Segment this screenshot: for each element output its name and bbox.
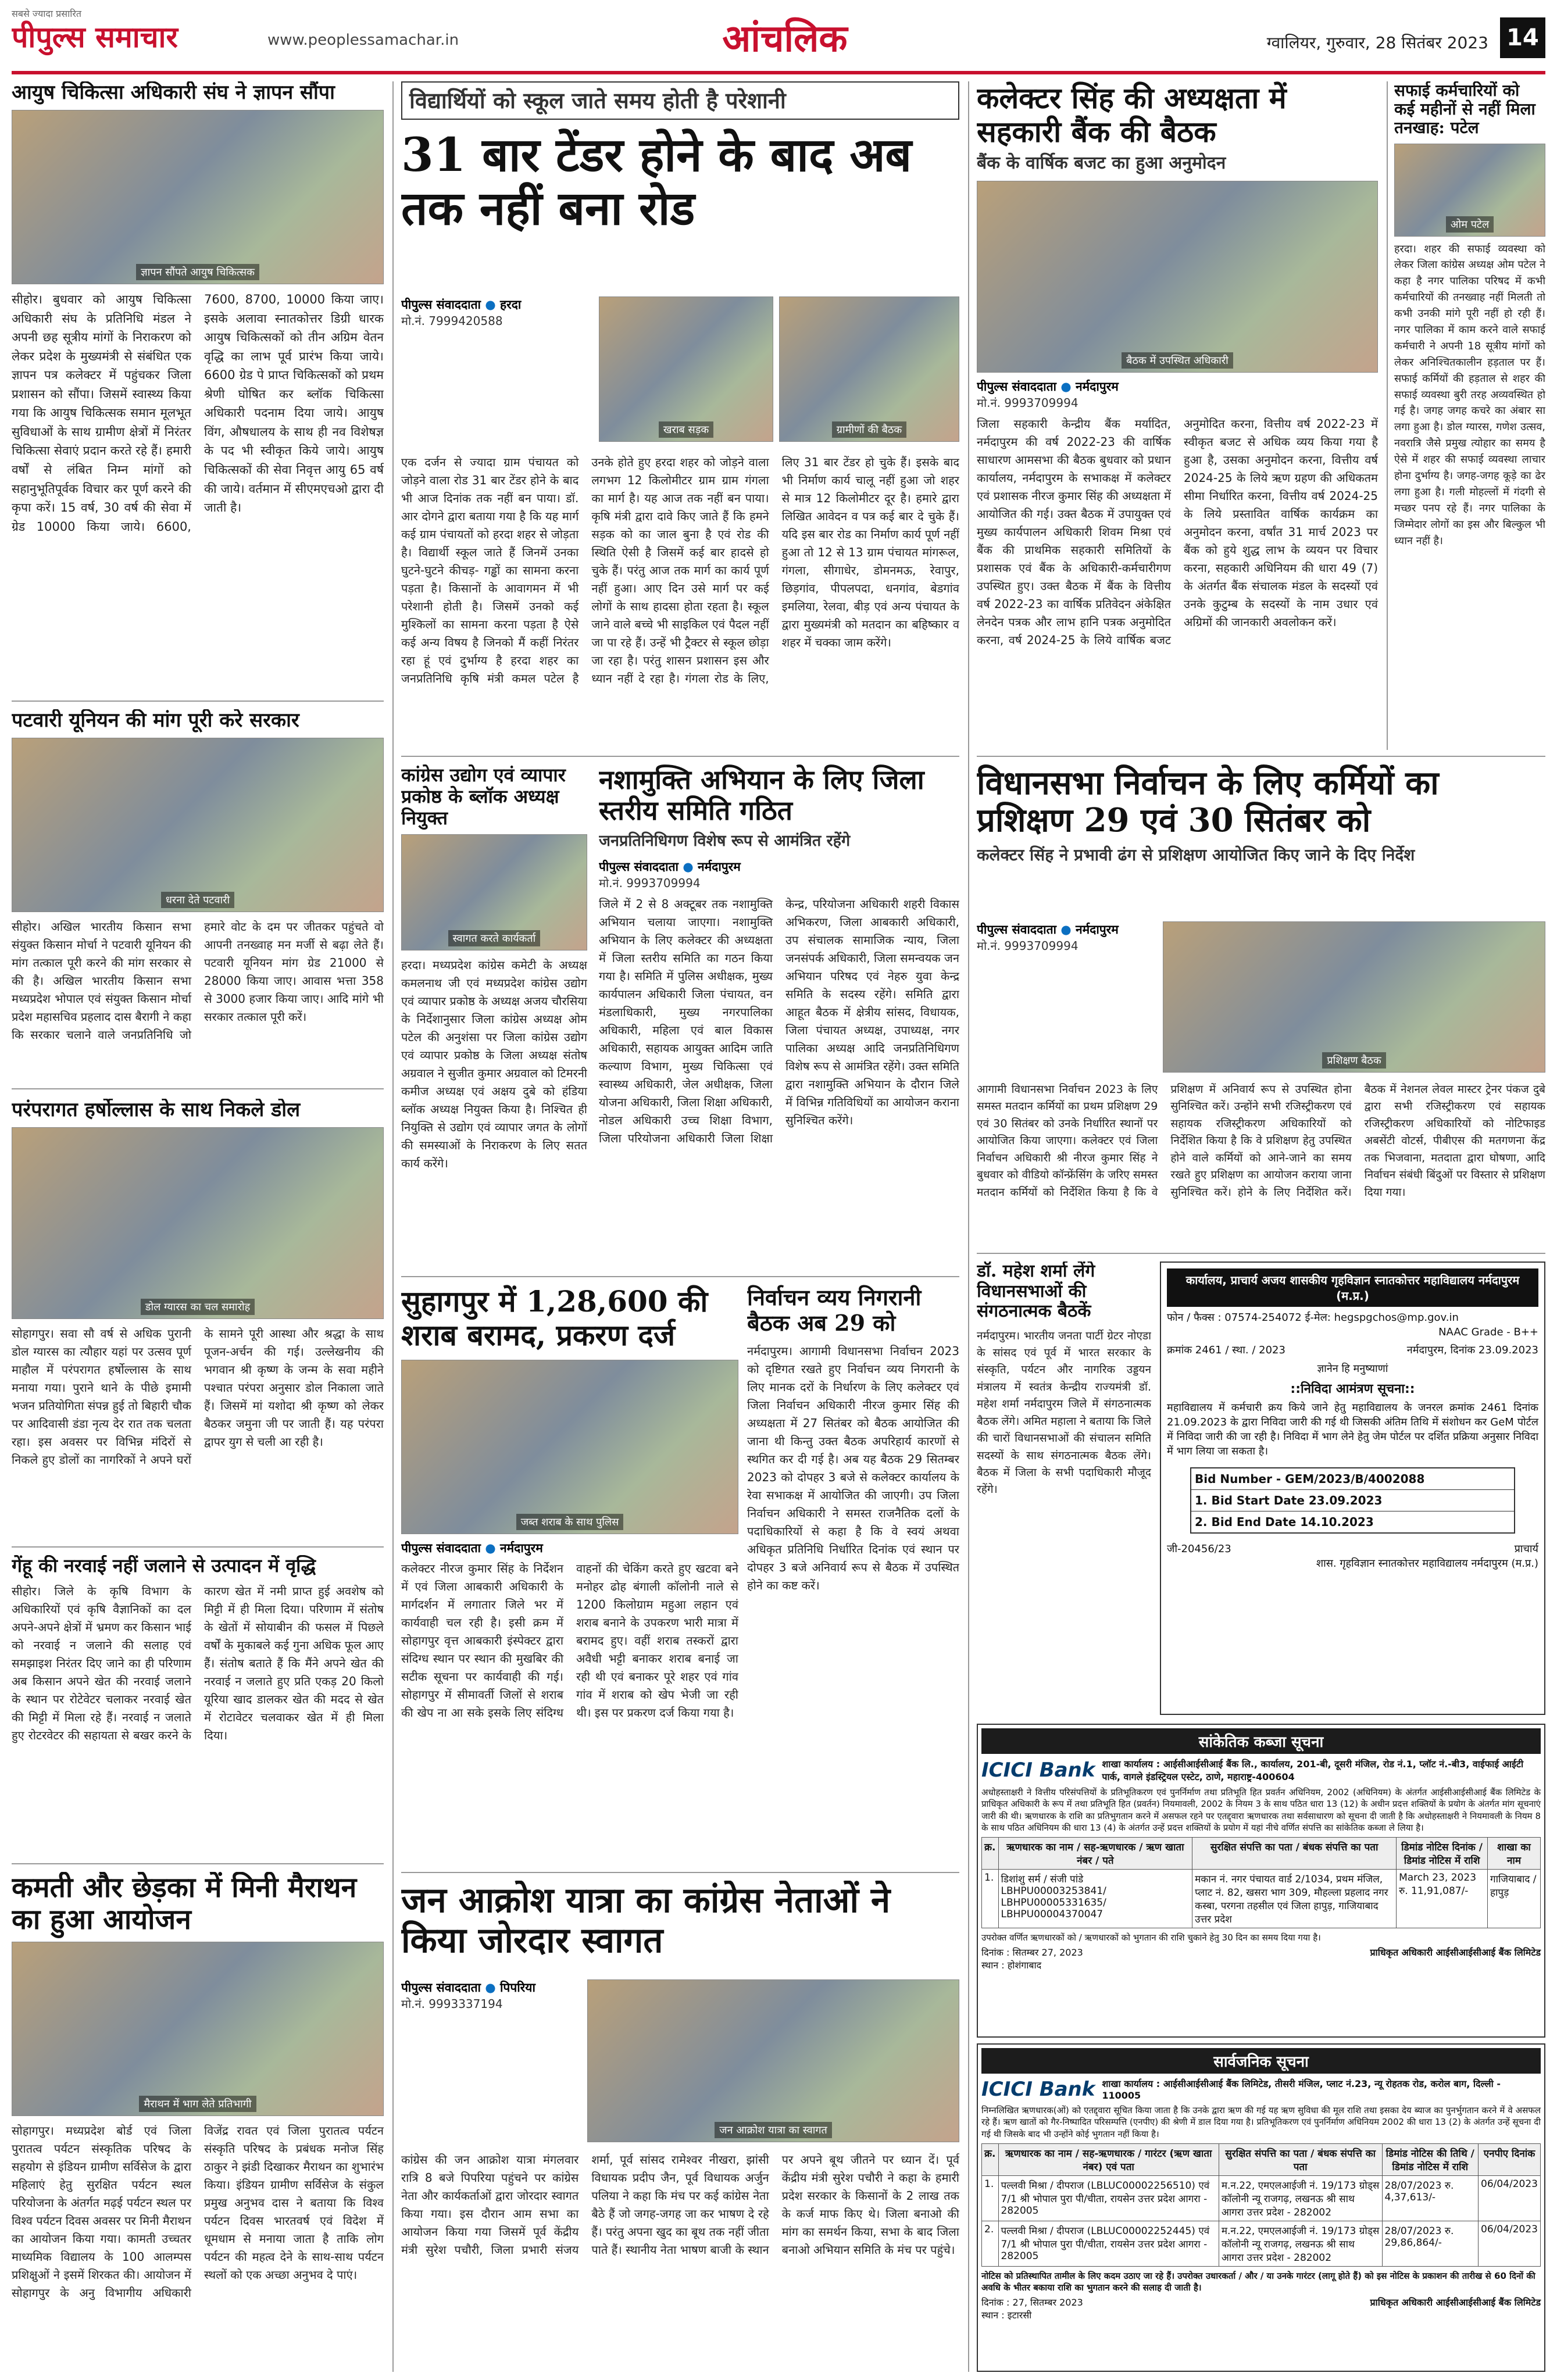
photo [401,1360,738,1534]
article-safai [1394,81,1545,750]
byline: पीपुल्स संवाददाता ● पिपरिया [401,1981,535,1995]
byline: पीपुल्स संवाददाता ● नर्मदापुरम [977,380,1119,394]
article-nirvachan-vyay [747,1285,959,1866]
byline: पीपुल्स संवाददाता ● नर्मदापुरम [977,923,1119,937]
headline: सुहागपुर में 1,28,600 की शराब बरामद, प्रकरण दर्ज [401,1285,708,1352]
table-cell: पल्लवी मिश्रा / दीपराज (LBLUC00002252445) एवं 7/1 श्री भोपाल पुरा पी/चीता, रायसेन उत्तर प्रदेश आगरा - 282005 [998,2221,1219,2266]
headline: परंपरागत हर्षोल्लास के साथ निकले डोल [12,1099,301,1121]
byline: पीपुल्स संवाददाता ● हरदा [401,298,522,312]
article-body: नर्मदापुरम। भारतीय जनता पार्टी ग्रेटर नोएडा के सांसद एवं पूर्व में भारत सरकार के संस्कृति, पर्यटन और नागरिक उड्डयन मंत्रालय में स्वतंत्र केन्द्रीय राज्यमंत्री डॉ. महेश शर्मा नर्मदापुरम जिले में संगठनात्मक बैठक लेंगे। अमित महाला ने बताया कि जिले की चारों विधानसभाओं की संचालन समिति सदस्यों के साथ संगठनात्मक बैठक लेंगे। बैठक में जिला के सभी पदाधिकारी मौजूद रहेंगे। [977,1329,1151,1496]
headline: जन आक्रोश यात्रा का कांग्रेस नेताओं ने किया जोरदार स्वागत [401,1881,891,1961]
article-body: एक दर्जन से ज्यादा ग्राम पंचायत को जोड़ने वाला रोड 31 बार टेंडर होने के बाद भी आज दिनांक तक नहीं बन पाया। डॉ. आर दोगने द्वारा बताया गया है कि यह मार्ग कई ग्राम पंचायतों को हरदा शहर से जोड़ता है। विद्यार्थी स्कूल जाते हैं जिनमें उनका घुटने-घुटने कीचड़- गड्ढों का सामना करना पड़ता है। किसानों के आवागमन में भी परेशानी होती है। जिसमें उनको कई मुश्किलों का सामना करना पड़ता है ऐसे कई अन्य विषय है जिनको मैं कहीं निरंतर रहा हूं एवं दुर्भाग्य है हरदा शहर का जनप्रतिनिधि कृषि मंत्री कमल पटेल है उनके होते हुए हरदा शहर को जोड़ने वाला लगभग 12 किलोमीटर ग्राम ग्राम गंगला का मार्ग है। यह आज तक नहीं बन पाया। कृषि मंत्री द्वारा दावे किए जाते हैं कि हमने सड़क को का जाल बुना है एवं रोड की स्थिति ऐसी है जिसमें कई बार हादसे हो चुके हैं। परंतु आज तक मार्ग का कार्य पूर्ण नहीं हुआ। आए दिन उसे मार्ग पर कई लोगों के साथ हादसा होता रहता है। स्कूल जाने वाले बच्चे भी साइकिल एवं पैदल नहीं जा पा रहे हैं। उन्हें भी ट्रैक्टर से स्कूल छोड़ा जा रहा है। परंतु शासन प्रशासन इस और ध्यान नहीं दे रहा है। गंगला रोड के लिए, लिए 31 बार टेंडर हो चुके हैं। इसके बाद भी निर्माण कार्य चालू नहीं हुआ जो शहर से मात्र 12 किलोमीटर दूर है। हमारे द्वारा लिखित आवेदन व पत्र कई बार दे चुके हैं। यदि इस बार रोड का निर्माण कार्य पूर्ण नहीं हुआ तो 12 से 13 ग्राम पंचायत मांगरूल, गंगला, सीगाधेर, डोमनमऊ, रेवापुर, छिड़गांव, पीपलपदा, धनगांव, बेडगांव इमलिया, रेलवा, बीड़ एवं अन्य पंचायत के द्वारा मुख्यमंत्री को मतदान का बहिष्कार व शहर में चक्का जाम करेंगे। [401,455,959,685]
table-cell: गाजियाबाद / हापुड़ [1488,1870,1541,1928]
icici-logo: ICICI Bank [981,2077,1095,2101]
headline: गेंहू की नरवाई नहीं जलाने से उत्पादन में वृद्धि [12,1555,316,1577]
photo [587,1979,959,2142]
article-body: आगामी विधानसभा निर्वाचन 2023 के लिए समस्त मतदान कर्मियों का प्रथम प्रशिक्षण 29 एवं 30 सितंबर को उनके निर्धारित स्थानों पर आयोजित किया जाएगा। कलेक्टर एवं जिला निर्वाचन अधिकारी श्री नीरज कुमार सिंह ने बुधवार को वीडियो कॉन्फ्रेंसिंग के जरिए समस्त मतदान कर्मियों को निर्देशित किया है कि वे प्रशिक्षण में अनिवार्य रूप से उपस्थित होना सुनिश्चित करें। उन्होंने सभी रजिस्ट्रीकरण एवं सहायक रजिस्ट्रीकरण अधिकारियों को निर्देशित किया है कि वे प्रशिक्षण हेतु उपस्थित होने वाले कर्मियों को आने-जाने का समय रखते हुए प्रशिक्षण का आयोजन कराया जाना सुनिश्चित करें। होने के लिए निर्देशित करें। बैठक में नेशनल लेवल मास्टर ट्रेनर पंकज दुबे द्वारा सभी रजिस्ट्रीकरण एवं सहायक रजिस्ट्रीकरण अधिकारियों को नोटिफाइड अबसेंटी वोटर्स, पीबीएस की मतगणना केंद्र तक भिजवाना, मतदाता द्वारा घोषणा, आदि निर्वाचन संबंधी बिंदुओं पर विस्तार से प्रशिक्षण दिया गया। [977,1083,1545,1199]
issue-date: ग्वालियर, गुरुवार, 28 सितंबर 2023 [1266,33,1488,52]
byline-place: नर्मदापुरम [499,1541,543,1555]
headline: नशामुक्ति अभियान के लिए जिला स्तरीय समिति गठित [599,764,924,826]
col-header: एनपीए दिनांक [1479,2143,1541,2175]
notice-table [981,1837,1541,1928]
table-cell: March 23, 2023 रु. 11,91,087/- [1397,1870,1488,1928]
notice-place: स्थान : इटारसी [981,2309,1032,2321]
tender-head: कार्यालय, प्राचार्य अजय शासकीय गृहविज्ञान स्नातकोत्तर महाविद्यालय नर्मदापुरम (म.प्र.) [1167,1268,1538,1307]
tender-title: ::निविदा आमंत्रण सूचना:: [1290,1381,1415,1396]
table-cell: मकान नं. नगर पंचायत वार्ड 2/1034, प्रथम मंजिल, प्लाट नं. 82, खसरा भाग 309, मौहल्ला प्रहलाद नगर कस्बा, परगना तहसील एवं जिला हापुड़, गाजियाबाद उत्तर प्रदेश [1192,1870,1397,1928]
site-url[interactable]: www.peoplessamachar.in [267,31,459,49]
photo [12,1127,384,1319]
article-body: सोहागपुर। मध्यप्रदेश बोर्ड एवं जिला पुरातत्व पर्यटन संस्कृतिक परिषद के सहयोग से इंडियन ग्रामीण सर्विसेज के द्वारा महिलाएं हेतु सुरक्षित पर्यटन स्थल परियोजना के अंतर्गत मढ़ई पर्यटन स्थल पर विश्व पर्यटन दिवस अवसर पर मिनी मैराथन का आयोजन किया गया। कामती उच्चतर माध्यमिक विद्यालय के 100 आलम्पस प्रशिक्षुओं ने इसमें शिरकत की। आयोजन में सोहागपुर के अनु विभागीय अधिकारी विजेंद्र रावत एवं जिला पुरातत्व पर्यटन संस्कृति परिषद के प्रबंधक मनोज सिंह ठाकुर ने झंडी दिखाकर मैराथन का शुभारंभ किया। इंडियन ग्रामीण सर्विसेज के संकुल प्रमुख अनुभव दास ने बताया कि विश्व पर्यटन दिवस भारतवर्ष एवं विदेश में धूमधाम से मनाया जाता है ताकि लोग पर्यटन की महत्व देने के साथ-साथ पर्यटन स्थलों को एक अच्छा अनुभव दे पाएं। [12,2124,384,2300]
divider [401,756,959,757]
notice-banner: सार्वजनिक सूचना [981,2048,1541,2074]
tender-code: जी-20456/23 [1167,1542,1231,1555]
col-header: डिमांड नोटिस की तिथि / डिमांड नोटिस में राशि [1382,2143,1479,2175]
headline: पटवारी यूनियन की मांग पूरी करे सरकार [12,709,299,732]
article-prashikshan [977,764,1545,1247]
column-divider [968,81,969,2372]
col-header: डिमांड नोटिस दिनांक / डिमांड नोटिस में राशि [1397,1838,1488,1870]
column-divider [392,81,394,2372]
tender-motto: ज्ञानेन हि मनुष्याणां [1317,1362,1388,1375]
photo-caption: खराब सड़क [659,421,713,438]
photo [401,834,587,950]
divider [401,1276,959,1277]
article-ayush [12,81,384,692]
col-header: क्र. [982,1838,999,1870]
mobile-number: मो.नं. 9993337194 [401,1997,503,2011]
notice-place: स्थान : होशंगाबाद [981,1960,1042,1971]
header-rule [12,71,1545,74]
byline-place: नर्मदापुरम [697,860,741,874]
notice-office: शाखा कार्यालय : आईसीआईसीआई बैंक लि., कार्यालय, 201-बी, दूसरी मंजिल, रोड नं.1, प्लॉट नं.-बी3, वाईफाई आईटी पार्क, वागले इंडस्ट्रियल एस्टेट, ठाणे, महाराष्ट्र-400604 [1102,1759,1524,1782]
article-body: हरदा। शहर की सफाई व्यवस्था को लेकर जिला कांग्रेस अध्यक्ष ओम पटेल ने कहा है नगर पालिका परिषद में कभी कर्मचारियों की तनख्वाह नहीं मिलती तो कभी उनकी मांगे पूरी नहीं हो रही हैं। नगर पालिका में काम करने वाले सफाई कर्मचारी ने अपनी 18 सूत्रीय मांगों को लेकर अनिश्चितकालीन हड़ताल पर हैं। सफाई कर्मियों की हड़ताल से शहर की सफाई व्यवस्था बुरी तरह अव्यवस्थित हो गई है। जगह जगह कचरे का अंबार सा लगा हुआ है। डोल ग्यारस, गणेश उत्सव, नवरात्रि जैसे प्रमुख त्योहार का समय है ऐसे में शहर की सफाई व्यवस्था लाचार होना दुर्भाग्य है। जगह-जगह कूड़े का ढेर लगा हुआ है। गली मोहल्लों में गंदगी से मच्छर पनप रहे हैं। नगर पालिका के जिम्मेदार लोगों का इस और बिल्कुल भी ध्यान नहीं है। [1394,242,1545,547]
tender-notice [1160,1262,1545,1715]
kicker: विद्यार्थियों को स्कूल जाते समय होती है परेशानी [401,81,959,120]
byline: पीपुल्स संवाददाता ● नर्मदापुरम [401,1541,543,1555]
masthead [12,6,1545,70]
bid-number: Bid Number - GEM/2023/B/4002088 [1191,1468,1514,1490]
article-body: जिला सहकारी केन्द्रीय बैंक मर्यादित, नर्मदापुरम की वर्ष 2022-23 की वार्षिक साधारण आमसभा की बैठक बुधवार को प्रधान कार्यालय, नर्मदापुरम के सभाकक्ष में कलेक्टर एवं प्रशासक नीरज कुमार सिंह की अध्यक्षता में आयोजित की गई। उक्त बैठक में उपायुक्त एवं मुख्य कार्यपालन अधिकारी शिवम मिश्रा एवं बैंक की प्राथमिक सहकारी समितियों के प्रशासक एवं बैंक के अधिकारी-कर्मचारीगण उपस्थित हुए। उक्त बैठक में बैंक के वित्तीय वर्ष 2022-23 का वार्षिक प्रतिवेदन अंकेक्षित लेनदेन पत्रक और लाभ हानि पत्रक अनुमोदित करना, वर्ष 2024-25 के लिये वार्षिक बजट अनुमोदित करना, वित्तीय वर्ष 2022-23 में स्वीकृत बजट से अधिक व्यय किया गया है हुआ है, उसका अनुमोदन करना, वित्तीय वर्ष 2024-25 के लिये ऋण ग्रहण की अधिकतम सीमा निर्धारित करना, वित्तीय वर्ष 2024-25 के लिये प्रस्तावित वार्षिक कार्यक्रम का अनुमोदन करना, वर्षांत 31 मार्च 2023 पर बैंक को हुये शुद्ध लाभ के व्ययन पर विचार करना, सहकारी अधिनियम की धारा 49 (7) के अंतर्गत बैंक संचालक मंडल के सदस्यों एवं उनके कुटुम्ब के सदस्यों के नाम उधार एवं अग्रिमों की जानकारी अवलोकन करें। [977,417,1378,647]
tender-naac: NAAC Grade - B++ [1438,1326,1538,1339]
photo-caption: मैराथन में भाग लेते प्रतिभागी [139,2096,256,2112]
photo-caption: स्वागत करते कार्यकर्ता [448,930,541,946]
section-title: आंचलिक [722,17,848,60]
photo-caption: ज्ञापन सौंपते आयुष चिकित्सक [136,264,259,280]
photo-caption: जन आक्रोश यात्रा का स्वागत [715,2122,832,2138]
article-body: कांग्रेस की जन आक्रोश यात्रा मंगलवार रात्रि 8 बजे पिपरिया पहुंचने पर कांग्रेस नेता और कार्यकर्ताओं द्वारा जोरदार स्वागत किया गया। इस दौरान आम सभा का आयोजन किया गया जिसमें पूर्व केंद्रीय मंत्री सुरेश पचौरी, जिला प्रभारी संजय शर्मा, पूर्व सांसद रामेश्वर नीखरा, झांसी विधायक प्रदीप जैन, पूर्व विधायक अर्जुन पलिया ने कहा कि मंच पर कई कांग्रेस नेता बैठे हैं जो जगह-जगह जा कर भाषण दे रहे हैं। परंतु अपना खुद का बूथ तक नहीं जीता पाते हैं। स्थानीय नेता भाषण बाजी के स्थान पर अपने बूथ जीतने पर ध्यान दें। पूर्व केंद्रीय मंत्री सुरेश पचौरी ने कहा के हमारी प्रदेश सरकार के किसानों के 2 लाख तक के कर्ज माफ किए थे। जिला बनाओ की मांग का समर्थन किया, सभा के बाद जिला बनाओ अभियान समिति के मंच पर पहुंचे। [401,2153,959,2257]
public-notice [977,2043,1545,2372]
photo [12,1942,384,2116]
notice-date: दिनांक : सितम्बर 27, 2023 [981,1947,1083,1958]
col-header: ऋणधारक का नाम / सह-ऋणधारक / गारंटर (ऋण खाता नंबर) एवं पता [998,2143,1219,2175]
notice-banner: सांकेतिक कब्जा सूचना [981,1728,1541,1754]
table-cell: 28/07/2023 रु. 4,37,613/- [1382,2175,1479,2221]
notice-foot: नोटिस को प्रतिस्थापित तामील के लिए कदम उठाए जा रहे हैं। उपरोक्त उधारकर्ता / और / या उनके गारंटर (लागू होते हैं) को इस नोटिस के प्रकाशन की तारीख से 60 दिनों की अवधि के भीतर बकाया राशि का भुगतान करने की सलाह दी जाती है। [981,2270,1535,2293]
brand-logo: पीपुल्स समाचार [12,20,178,54]
table-cell: म.न.22, एमएलआईजी नं. 19/173 ग्रोड्स कॉलोनी न्यू राजगढ़, लखनऊ श्री साथ आगरा उत्तर प्रदेश - 282002 [1219,2175,1382,2221]
bid-end: 2. Bid End Date 14.10.2023 [1195,1514,1374,1529]
table-cell: 28/07/2023 रु. 29,86,864/- [1382,2221,1479,2266]
table-cell: पल्लवी मिश्रा / दीपराज (LBLUC00002256510) एवं 7/1 श्री भोपाल पुरा पी/चीता, रायसेन उत्तर प्रदेश आगरा - 282005 [998,2175,1219,2221]
notice-office: शाखा कार्यालय : आईसीआईसीआई बैंक लिमिटेड, तीसरी मंजिल, प्लाट नं.23, न्यू रोहतक रोड, करोल बाग, दिल्ली - 110005 [1102,2078,1501,2101]
col-header: शाखा का नाम [1488,1838,1541,1870]
photo [1394,144,1545,237]
photo-caption: डोल ग्यारस का चल समारोह [141,1299,255,1315]
notice-sign: प्राधिकृत अधिकारी आईसीआईसीआई बैंक लिमिटेड [1370,1947,1541,1958]
byline-place: हरदा [499,298,522,312]
mobile-number: मो.नं. 7999420588 [401,314,503,328]
article-congress-udyog [401,764,587,1270]
article-narwai [12,1555,384,1857]
article-body: सीहोर। बुधवार को आयुष चिकित्सा अधिकारी संघ के प्रतिनिधि मंडल ने अपनी छह सूत्रीय मांगों के निराकरण को लेकर प्रदेश के मुख्यमंत्री से संबंधित एक ज्ञापन पत्र कलेक्टर में पहुंचकर जिला प्रशासन को सौंपा। जिसमें स्वास्थ्य किया गया कि आयुष चिकित्सक समान मूलभूत सुविधाओं के साथ ग्रामीण क्षेत्रों में निरंतर चिकित्सा सेवाएं प्रदान करते रहे हैं। हमारी वर्षों से लंबित निम्न मांगों को सहानुभूतिपूर्वक विचार कर पूर्ण करने की कृपा करें। 15 वर्ष, 30 वर्ष की सेवा में ग्रेड 10000 किया जाये। 6600, 7600, 8700, 10000 किया जाए। इसके अलावा स्नातकोत्तर डिग्री धारक आयुष चिकित्सकों को तीन अग्रिम वेतन वृद्धि का लाभ पूर्व प्रारंभ किया जाये। 6600 ग्रेड पे प्राप्त चिकित्सकों को प्रथम श्रेणी घोषित कर ब्लॉक चिकित्सा अधिकारी पदनाम दिया जाये। आयुष विंग, औषधालय के साथ ही नव विशेषज्ञ के पद भी स्वीकृत किये जाये। आयुष चिकित्सकों की सेवा निवृत्त आयु 65 वर्ष की जाये। वर्तमान में सीएमएचओ द्वारा दी जाती है। [12,292,384,534]
mobile-number: मो.नं. 9993709994 [599,876,701,891]
article-road [401,81,959,750]
table-row [982,2221,1541,2266]
headline: कमती और छेड़का में मिनी मैराथन का हुआ आयोजन [12,1872,357,1936]
article-jan-akrosh [401,1881,959,2372]
table-header-row [982,2143,1541,2175]
col-header: सुरक्षित संपत्ति का पता / बंधक संपत्ति का पता [1219,2143,1382,2175]
tender-contact: फोन / फैक्स : 07574-254072 ई-मेल: hegspgchos@mp.gov.in [1167,1311,1459,1324]
byline-place: नर्मदापुरम [1075,923,1119,937]
col-header: क्र. [982,2143,999,2175]
byline: पीपुल्स संवाददाता ● नर्मदापुरम [599,860,741,874]
photo-caption: जब्त शराब के साथ पुलिस [516,1514,624,1530]
byline-place: नर्मदापुरम [1075,380,1119,394]
tender-ref: क्रमांक 2461 / स्था. / 2023 [1167,1344,1285,1357]
page-number: 14 [1500,17,1545,58]
brand-tagline: सबसे ज्यादा प्रसारित [12,8,82,19]
article-body: कलेक्टर नीरज कुमार सिंह के निर्देशन में एवं जिला आबकारी अधिकारी के मार्गदर्शन में लगातार जिले भर में कार्यवाही चल रही है। इसी क्रम में सोहागपुर वृत्त आबकारी इंस्पेक्टर द्वारा संदिग्ध स्थान पर स्थान की मुखबिर की सटीक सूचना पर कार्यवाही की गई। सोहागपुर में सीमावर्ती जिलों से शराब की खेप ना आ सके इसके लिए संदिग्ध वाहनों की चेकिंग करते हुए खटवा बने मनोहर ढोह बंगाली कॉलोनी नाले से 1200 किलोग्राम महुआ लहान एवं शराब बनाने के उपकरण भारी मात्रा में बरामद हुए। वहीं शराब तस्करों द्वारा अवैधी भट्टी बनाकर शराब बनाई जा रही थी एवं बनाकर पूरे शहर एवं गांव गांव में शराब को खेप भेजी जा रही थी। इस पर प्रकरण दर्ज किया गया है। [401,1561,738,1720]
mobile-number: मो.नं. 9993709994 [977,939,1079,953]
table-cell: 06/04/2023 [1479,2175,1541,2221]
photo [599,296,773,442]
headline: 31 बार टेंडर होने के बाद अब तक नहीं बना रोड [401,127,912,235]
mobile-number: मो.नं. 9993709994 [977,396,1079,410]
divider [401,1872,959,1873]
divider [977,1253,1545,1254]
notice-foot: उपरोक्त वर्णित ऋणधारकों को / ऋणधारकों को भुगतान की राशि चुकाने हेतु 30 दिन का समय दिया गया है। [981,1932,1321,1943]
table-row [982,1870,1541,1928]
headline: आयुष चिकित्सा अधिकारी संघ ने ज्ञापन सौंपा [12,81,335,104]
article-body: हरदा। मध्यप्रदेश कांग्रेस कमेटी के अध्यक्ष कमलनाथ जी एवं मध्यप्रदेश कांग्रेस उद्योग एवं व्यापार प्रकोष्ठ के अध्यक्ष अजय चौरसिया के निर्देशानुसार जिला कांग्रेस अध्यक्ष ओम पटेल की अनुशंसा पर जिला कांग्रेस उद्योग एवं व्यापार प्रकोष्ठ के जिला अध्यक्ष संतोष अग्रवाल ने सुजीत कुमार अग्रवाल को टिमरनी कमीज अध्यक्ष एवं अक्षय दुबे को हंडिया ब्लॉक अध्यक्ष नियुक्त किया है। निश्चित ही नियुक्ति से उद्योग एवं व्यापार जगत के लोगों की समस्याओं के निराकरण के लिए सतत कार्य करेंगे। [401,958,587,1171]
headline: कलेक्टर सिंह की अध्यक्षता में सहकारी बैंक की बैठक [977,81,1287,149]
photo [977,181,1378,373]
article-patwari [12,709,384,1081]
article-mahesh-sharma [977,1262,1151,1715]
divider [12,1546,384,1548]
notice-table [981,2143,1541,2267]
photo [12,110,384,284]
article-body: सोहागपुर। सवा सौ वर्ष से अधिक पुरानी डोल ग्यारस का त्यौहार यहां पर उत्सव पूर्ण माहौल में परंपरागत हर्षोल्लास के साथ मनाया गया। पुराने थाने के पीछे इमामी भजन प्रतियोगिता संपन्न हुई तो बिहारी चौक पर आदिवासी डंडा नृत्य देर रात तक चलता रहा। इस अवसर पर विभिन्न मंदिरों से निकले हुए डोलों का नागरिकों ने अपने घरों के सामने पूरी आस्था और श्रद्धा के साथ पूजन-अर्चन की गई। उल्लेखनीय की भगवान श्री कृष्ण के जन्म के सवा महीने पश्चात परंपरा अनुसार डोल निकाला जाते हैं। जिसमें मां यशोदा श्री कृष्ण को लेकर बैठकर जमुना जी पर जाती हैं। यह परंपरा द्वापर युग से चली आ रही है। [12,1327,384,1467]
icici-logo: ICICI Bank [981,1759,1095,1782]
headline: कांग्रेस उद्योग एवं व्यापार प्रकोष्ठ के ब्लॉक अध्यक्ष नियुक्त [401,764,566,829]
headline: विधानसभा निर्वाचन के लिए कर्मियों का प्रशिक्षण 29 एवं 30 सितंबर को [977,764,1439,840]
photo-caption: ओम पटेल [1446,216,1494,233]
table-cell: डिशांशु सर्म / संजी पांडे LBHPU00003253841/ LBHPU00005331635/ LBHPU00004370047 [998,1870,1192,1928]
divider [12,1088,384,1089]
subheadline: कलेक्टर सिंह ने प्रभावी ढंग से प्रशिक्षण आयोजित किए जाने के दिए निर्देश [977,845,1415,864]
divider [12,1863,384,1864]
tender-sign-office: शास. गृहविज्ञान स्नातकोत्तर महाविद्यालय नर्मदापुरम (म.प्र.) [1316,1557,1538,1570]
tender-date: नर्मदापुरम, दिनांक 23.09.2023 [1406,1344,1538,1357]
article-sharab [401,1285,738,1866]
table-header-row [982,1838,1541,1870]
subheadline: बैंक के वार्षिक बजट का हुआ अनुमोदन [977,153,1226,173]
article-body: नर्मदापुरम। आगामी विधानसभा निर्वाचन 2023 को दृष्टिगत रखते हुए निर्वाचन व्यय निगरानी के लिए मानक दरों के निर्धारण के लिए कलेक्टर एवं जिला निर्वाचन अधिकारी नीरज कुमार सिंह की अध्यक्षता में 27 सितंबर को बैठक आयोजित की जाना थी किन्तु उक्त बैठक अपरिहार्य कारणों से स्थगित कर दी गई है। अब यह बैठक 29 सितम्बर 2023 को दोपहर 3 बजे से कलेक्टर कार्यालय के रेवा सभाकक्ष में आयोजित की जाएगी। उप जिला निर्वाचन अधिकारी ने समस्त राजनैतिक दलों के पदाधिकारियों से कहा है कि वे स्वयं अथवा अधिकृत प्रतिनिधि निर्धारित दिनांक एवं स्थान पर दोपहर 3 बजे अनिवार्य रूप से बैठक में उपस्थित होने का कष्ट करें। [747,1344,959,1593]
divider [977,756,1545,757]
col-header: ऋणधारक का नाम / सह-ऋणधारक / ऋण खाता नंबर / पते [998,1838,1192,1870]
photo-caption: धरना देते पटवारी [161,892,234,908]
notice-date: दिनांक : 27, सितम्बर 2023 [981,2296,1083,2308]
table-cell: 06/04/2023 [1479,2221,1541,2266]
photo [12,738,384,912]
photo-caption: ग्रामीणों की बैठक [832,421,906,438]
headline: सफाई कर्मचारियों को कई महीनों से नहीं मिला तनखाह: पटेल [1394,81,1535,138]
table-cell: म.न.22, एमएलआईजी नं. 19/173 ग्रोड्स कॉलोनी न्यू राजगढ़, लखनऊ श्री साथ आगरा उत्तर प्रदेश - 282002 [1219,2221,1382,2266]
photo-caption: प्रशिक्षण बैठक [1322,1052,1385,1069]
divider [12,701,384,702]
col-header: सुरक्षित संपत्ति का पता / बंधक संपत्ति का पता [1192,1838,1397,1870]
notice-body: अधोहस्ताक्षरी ने वित्तीय परिसंपत्तियों के प्रतिभूतिकरण एवं पुनर्निर्माण तथा प्रतिभूति हित प्रवर्तन अधिनियम, 2002 (अधिनियम) के अंतर्गत आईसीआईसीआई बैंक लिमिटेड के प्राधिकृत अधिकारी के रूप में तथा प्रतिभूति हित (प्रवर्तन) नियमावली, 2002 के नियम 3 के साथ पठित धारा 13 (12) के अधीन प्रदत्त शक्तियों के प्रयोग के अंतर्गत मांग सूचनाएं जारी की थी। ऋणधारक के राशि का प्रतिभुगतान करने में असफल रहने पर एतद्द्वारा ऋणधारक तथा सर्वसाधारण को सूचना दी जाती है कि अधोहस्ताक्षरी ने नियमावली के नियम 8 के साथ पठित अधिनियम की धारा 13 (4) के अंतर्गत उन्हें प्रदत्त शक्तियों के प्रयोग में यहां नीचे वर्णित संपत्ति का सांकेतिक कब्जा ले लिया है। [981,1787,1541,1833]
column-divider [1387,81,1388,750]
photo-caption: बैठक में उपस्थित अधिकारी [1122,352,1233,369]
table-cell: 1. [982,2175,999,2221]
bid-start: 1. Bid Start Date 23.09.2023 [1191,1490,1514,1511]
table-cell: 2. [982,2221,999,2266]
article-dol [12,1099,384,1541]
table-cell: 1. [982,1870,999,1928]
article-nashamukti [599,764,959,1270]
possession-notice [977,1724,1545,2038]
notice-sign: प्राधिकृत अधिकारी आईसीआईसीआई बैंक लिमिटेड [1370,2296,1541,2308]
photo [1163,921,1545,1073]
headline: डॉ. महेश शर्मा लेंगे विधानसभाओं की संगठनात्मक बैठकें [977,1262,1095,1321]
table-row [982,2175,1541,2221]
byline-place: पिपरिया [499,1981,535,1995]
article-marathon [12,1872,384,2372]
subheadline: जनप्रतिनिधिगण विशेष रूप से आमंत्रित रहेंगे [599,831,851,850]
tender-sign: प्राचार्य [1514,1542,1538,1555]
article-body: सीहोर। जिले के कृषि विभाग के अधिकारियों एवं कृषि वैज्ञानिकों का दल अपने-अपने क्षेत्रों में भ्रमण कर किसान भाई को नरवाई न जलाने की सलाह एवं समझाइश निरंतर दिए जाने का ही परिणाम अब किसान अपने खेत की नरवाई जलाने के स्थान पर रोटेवेटर चलाकर नरवाई खेत की मिट्टी में मिला रहे हैं। नरवाई न जलाते हुए रोटरवेटर की सहायता से बखर करने के कारण खेत में नमी प्राप्त हुई अवशेष को मिट्टी में ही मिला दिया। परिणाम में संतोष के खेतों में सोयाबीन की फसल में पिछले वर्षों के मुकाबले कई गुना अधिक फूल आए हैं। संतोष बताते हैं कि मैंने अपने खेत की नरवाई न जलाते हुए प्रति एकड़ 20 किलो यूरिया खाद डालकर खेत की मदद से खेत में रोटावेटर चलवाकर खेत में ही मिला दिया। [12,1584,384,1742]
tender-body: महाविद्यालय में कर्मचारी क्रय किये जाने हेतु महाविद्यालय के जनरल क्रमांक 2461 दिनांक 21.09.2023 के द्वारा निविदा जारी की गई थी जिसकी अंतिम तिथि में संशोधन कर GeM पोर्टल में निविदा जारी की जा रही है। निविदा में भाग लेने हेतु जेम पोर्टल पर दर्शित प्रक्रिया अनुसार निविदा में भाग लिया जा सकता है। [1167,1401,1538,1458]
article-body: सीहोर। अखिल भारतीय किसान सभा संयुक्त किसान मोर्चा ने पटवारी यूनियन की मांग तत्काल पूरी करने की मांग सरकार से की है। अखिल भारतीय किसान सभा मध्यप्रदेश भोपाल एवं संयुक्त किसान मोर्चा प्रदेश महासचिव प्रहलाद दास बैरागी ने कहा कि सरकार चलाने वाले जनप्रतिनिधि जो हमारे वोट के दम पर जीतकर पहुंचते वो आपनी तनख्वाह मन मर्जी से बढ़ा लेते हैं। पटवारी यूनियन मांग ग्रेड 21000 से 28000 किया जाए। आवास भत्ता 358 से 3000 हजार किया जाए। आदि मांगे भी सरकार तत्काल पूरी करें। [12,920,384,1042]
notice-body: निम्नलिखित ऋणधारक(ओं) को एतद्द्वारा सूचित किया जाता है कि उनके द्वारा ऋण की गई यह ऋण सुविधा की मूल राशि तथा इसका देय ब्याज का पुनर्भुगतान करने में वे असफल रहे हैं। ऋण खातों को गैर-निष्पादित परिसम्पत्ति (एनपीए) की श्रेणी में डाल दिया गया है। प्रतिभूतिकरण एवं पुनर्निर्माण अधिनियम 2002 की धारा 13 (2) के अंतर्गत उन्हें सूचना दी गई थी जिसके बाद भी उन्होंने कोई भुगतान नहीं किया है। [981,2105,1541,2139]
headline: निर्वाचन व्यय निगरानी बैठक अब 29 को [747,1285,922,1336]
article-body: जिले में 2 से 8 अक्टूबर तक नशामुक्ति अभियान चलाया जाएगा। नशामुक्ति अभियान के लिए कलेक्टर की अध्यक्षता में जिला स्तरीय समिति का गठन किया गया है। समिति में पुलिस अधीक्षक, मुख्य कार्यपालन अधिकारी जिला पंचायत, वन मंडलाधिकारी, मुख्य नगरपालिका अधिकारी, महिला एवं बाल विकास अधिकारी, सहायक आयुक्त आदिम जाति कल्याण विभाग, मुख्य चिकित्सा एवं स्वास्थ्य अधिकारी, जेल अधीक्षक, जिला योजना अधिकारी, जिला शिक्षा अधिकारी, नोडल अधिकारी उच्च शिक्षा विभाग, जिला परियोजना अधिकारी जिला शिक्षा केन्द्र, परियोजना अधिकारी शहरी विकास अभिकरण, जिला आबकारी अधिकारी, उप संचालक सामाजिक न्याय, जिला जनसंपर्क अधिकारी, जिला समन्वयक जन अभियान परिषद एवं नेहरु युवा केन्द्र समिति के सदस्य रहेंगे। समिति द्वारा आहूत बैठक में क्षेत्रीय सांसद, विधायक, जिला पंचायत अध्यक्ष, उपाध्यक्ष, नगर पालिका अध्यक्ष आदि जनप्रतिनिधिगण विशेष रूप से आमंत्रित रहेंगे। उक्त समिति द्वारा नशामुक्ति अभियान के दौरान जिले में विभिन्न गतिविधियों का आयोजन कराना सुनिश्चित करेंगे। [599,897,959,1146]
photo [779,296,959,442]
